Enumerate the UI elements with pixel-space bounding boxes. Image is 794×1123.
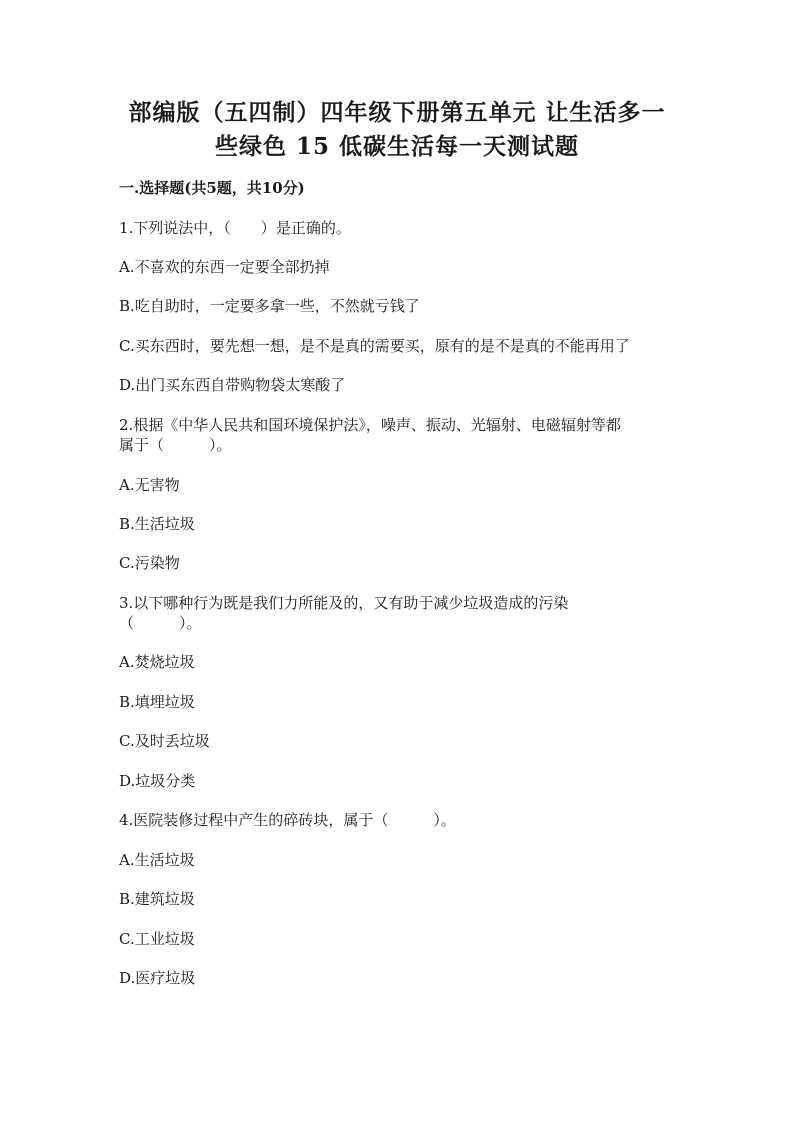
question-3-option-c: C.及时丢垃圾 [119,732,210,750]
question-4-option-d: D.医疗垃圾 [119,969,196,987]
page-title-line-1: 部编版（五四制）四年级下册第五单元 让生活多一 [128,99,666,126]
question-4-option-c: C.工业垃圾 [119,930,195,948]
question-2-option-c: C.污染物 [119,554,180,572]
question-2-stem-line-1: 2.根据《中华人民共和国环境保护法》，噪声、振动、光辐射、电磁辐射等都 [119,416,621,434]
question-4-stem: 4.医院装修过程中产生的碎砖块，属于（ ）。 [119,811,456,829]
question-1-stem: 1.下列说法中，（ ）是正确的。 [119,219,351,237]
question-3-stem-line-2: （ ）。 [119,614,202,632]
question-2-option-a: A.无害物 [119,476,180,494]
question-2-option-b: B.生活垃圾 [119,515,195,533]
question-1-option-a: A.不喜欢的东西一定要全部扔掉 [119,258,330,276]
question-3-option-b: B.填埋垃圾 [119,693,195,711]
question-1-option-d: D.出门买东西自带购物袋太寒酸了 [119,376,346,394]
question-4-option-a: A.生活垃圾 [119,851,195,869]
question-3-option-a: A.焚烧垃圾 [119,653,195,671]
question-3-stem-line-1: 3.以下哪种行为既是我们力所能及的，又有助于减少垃圾造成的污染 [119,594,569,612]
question-2-stem-line-2: 属于（ ）。 [119,436,232,454]
question-1-option-b: B.吃自助时，一定要多拿一些，不然就亏钱了 [119,297,420,315]
page-title-line-2: 些绿色 15 低碳生活每一天测试题 [214,133,580,160]
question-3-option-d: D.垃圾分类 [119,772,196,790]
question-1-option-c: C.买东西时，要先想一想，是不是真的需要买，原有的是不是真的不能再用了 [119,337,630,355]
section-heading: 一.选择题(共5题，共10分) [119,179,305,197]
question-4-option-b: B.建筑垃圾 [119,890,195,908]
